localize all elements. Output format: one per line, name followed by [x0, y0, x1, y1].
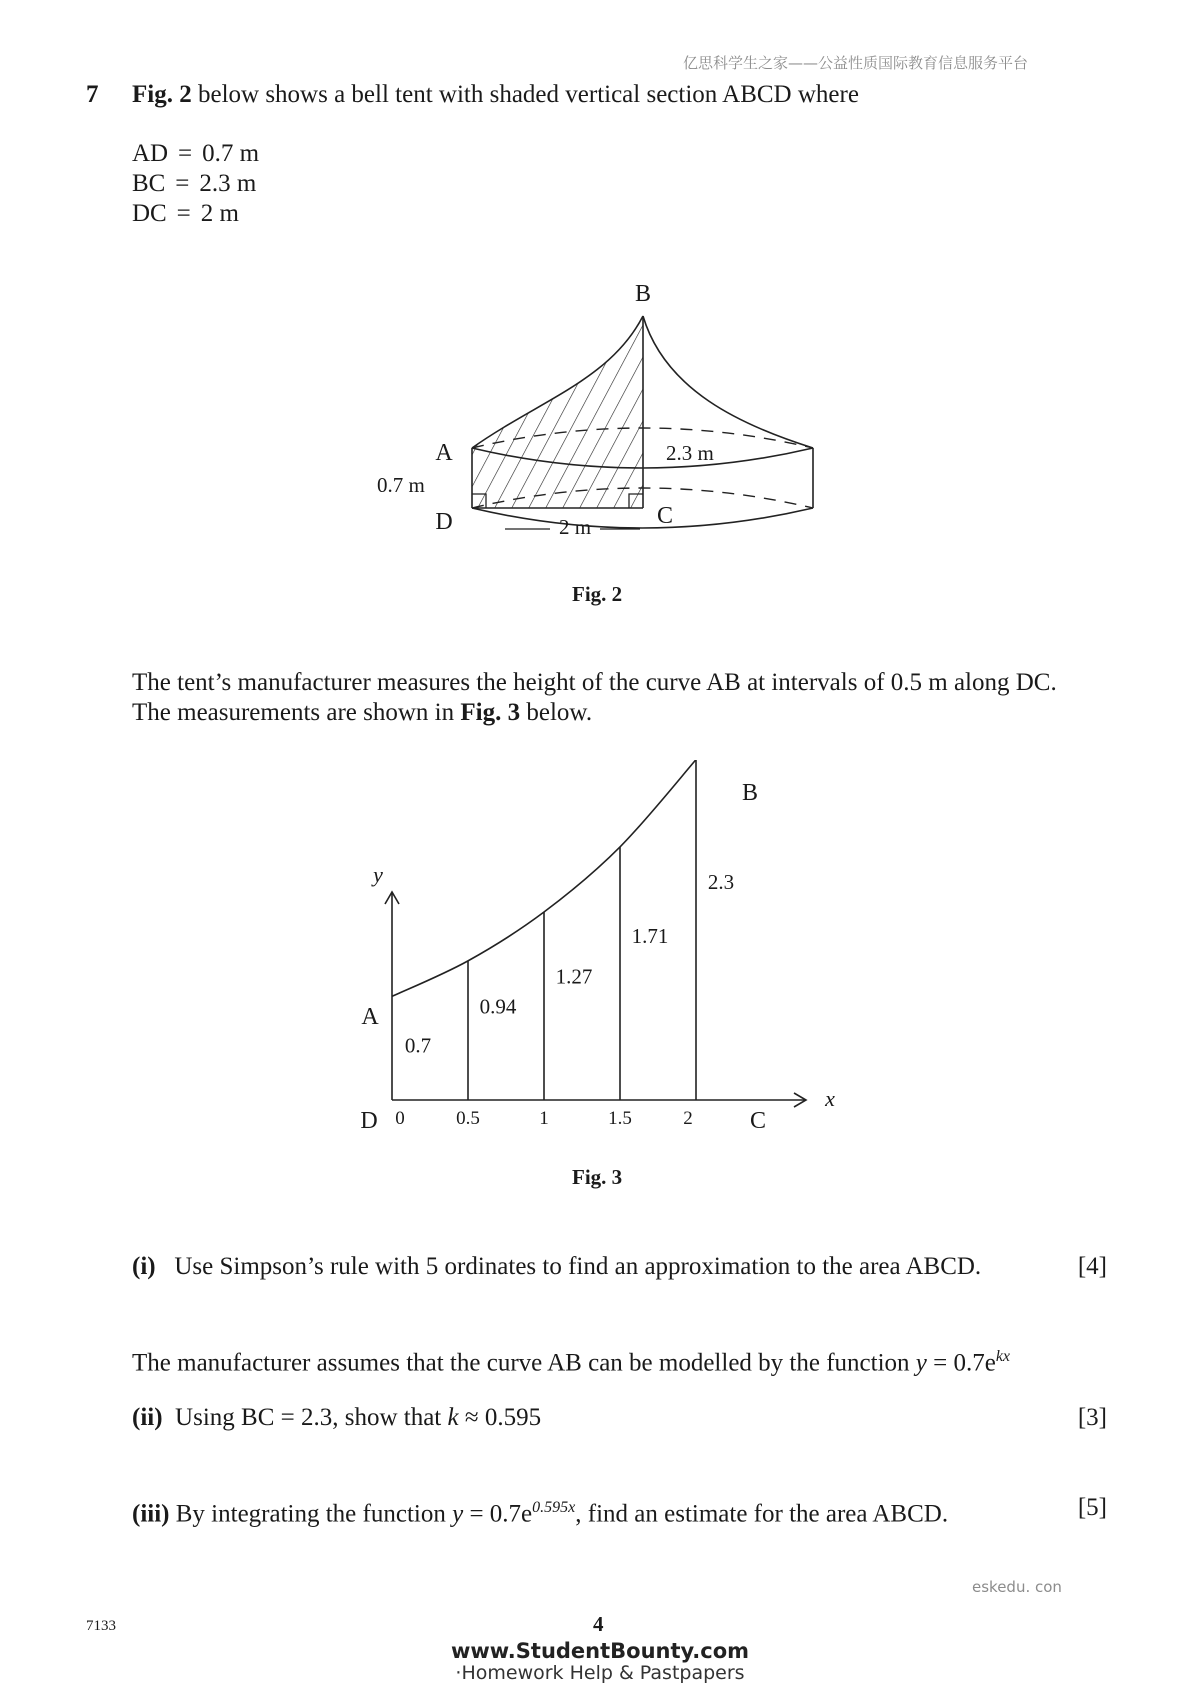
- part-iii-exponent: 0.595x: [532, 1499, 576, 1516]
- page-number: 4: [593, 1612, 604, 1636]
- ordinate-label-0: 0.7: [404, 1033, 432, 1058]
- model-y: y: [915, 1349, 927, 1377]
- fig2-label-a: A: [435, 440, 453, 466]
- x-tick-label-2: 1: [539, 1108, 549, 1129]
- fig2-label-bc: 2.3 m: [666, 441, 714, 465]
- given-ad-rhs: 0.7 m: [202, 140, 260, 167]
- fig2-label-dc: 2 m: [558, 515, 592, 539]
- shaded-section: [472, 316, 643, 508]
- x-tick-label-1: 0.5: [456, 1108, 480, 1129]
- fig3-label-c: C: [749, 1108, 767, 1134]
- fig3-label-d: D: [360, 1108, 378, 1134]
- fig2-label-c: C: [656, 503, 674, 529]
- x-tick-label-4: 2: [683, 1108, 693, 1129]
- part-iii-eq: = 0.7e: [463, 1500, 533, 1528]
- part-iii: [132, 1493, 948, 1529]
- paper-code: 7133: [86, 1618, 116, 1634]
- given-ad-lhs: AD: [132, 140, 169, 167]
- ordinate-label-4: 2.3: [707, 869, 735, 894]
- fig3-caption: Fig. 3: [572, 1165, 623, 1189]
- fig2-tent-diagram: [0, 0, 1191, 620]
- paragraph-line1: The tent’s manufacturer measures the height of the curve AB at intervals of 0.5 m along DC.: [132, 669, 1057, 696]
- part-ii-post: ≈ 0.595: [458, 1404, 542, 1431]
- ordinate-label-2: 1.27: [555, 964, 593, 989]
- given-dc-eq: =: [176, 200, 191, 227]
- part-iii-post: , find an estimate for the area ABCD.: [575, 1500, 949, 1528]
- part-i-text: Use Simpson’s rule with 5 ordinates to find an approximation to the area ABCD.: [174, 1253, 982, 1280]
- given-bc-eq: =: [175, 170, 190, 197]
- fig3-ref: Fig. 3: [460, 699, 521, 726]
- model-statement: [132, 1342, 1010, 1378]
- fig2-label-d: D: [435, 509, 453, 535]
- x-axis-label: x: [825, 1086, 835, 1111]
- part-ii-label: (ii): [132, 1404, 163, 1431]
- part-iii-y: y: [452, 1500, 464, 1528]
- part-i-mark: [4]: [1077, 1253, 1107, 1280]
- fig2-label-ad: 0.7 m: [377, 473, 425, 497]
- studentbounty-logo: [440, 1640, 760, 1684]
- fig2-ref: Fig. 2: [132, 81, 192, 108]
- model-eq: = 0.7e: [926, 1349, 996, 1377]
- part-i-label: (i): [132, 1253, 156, 1280]
- question-number: 7: [86, 81, 99, 108]
- x-tick-label-3: 1.5: [608, 1108, 632, 1129]
- ordinate-label-3: 1.71: [631, 924, 669, 949]
- given-dc-rhs: 2 m: [200, 200, 239, 227]
- paragraph-line2-pre: The measurements are shown in: [132, 699, 461, 726]
- bottom-watermark: eskedu. con: [972, 1578, 1062, 1596]
- y-axis-label: y: [373, 862, 383, 887]
- fig3-graph: [0, 760, 1191, 1150]
- fig3-label-a: A: [361, 1004, 379, 1030]
- ordinate-label-1: 0.94: [479, 994, 517, 1019]
- site-tagline: ·Homework Help & Pastpapers: [455, 1662, 745, 1684]
- site-url: www.StudentBounty.com: [450, 1639, 750, 1663]
- top-watermark: 亿思科学生之家——公益性质国际教育信息服务平台: [683, 54, 1029, 72]
- fig2-caption: Fig. 2: [572, 582, 623, 606]
- bottom-rim-front: [472, 508, 813, 528]
- model-pre: The manufacturer assumes that the curve AB can be modelled by the function: [132, 1349, 916, 1377]
- fig2-label-b: B: [634, 281, 652, 307]
- given-dc-lhs: DC: [132, 200, 167, 227]
- part-ii: [132, 1403, 541, 1433]
- paragraph-line2: [132, 698, 592, 728]
- part-ii-k: k: [447, 1404, 459, 1431]
- part-iii-pre: By integrating the function: [175, 1500, 453, 1528]
- given-bc-rhs: 2.3 m: [199, 170, 257, 197]
- given-ad-eq: =: [178, 140, 193, 167]
- model-exponent: kx: [995, 1348, 1011, 1365]
- paragraph-line2-post: below.: [520, 699, 593, 726]
- given-bc-lhs: BC: [132, 170, 166, 197]
- part-iii-label: (iii): [132, 1500, 170, 1528]
- part-ii-mark: [3]: [1077, 1404, 1107, 1431]
- part-iii-mark: [5]: [1077, 1494, 1107, 1521]
- x-tick-label-0: 0: [395, 1108, 405, 1129]
- fig3-label-b: B: [741, 780, 759, 806]
- part-ii-pre: Using BC = 2.3, show that: [175, 1404, 448, 1431]
- part-i: [132, 1252, 981, 1282]
- intro-text: below shows a bell tent with shaded vertical section ABCD where: [191, 81, 859, 108]
